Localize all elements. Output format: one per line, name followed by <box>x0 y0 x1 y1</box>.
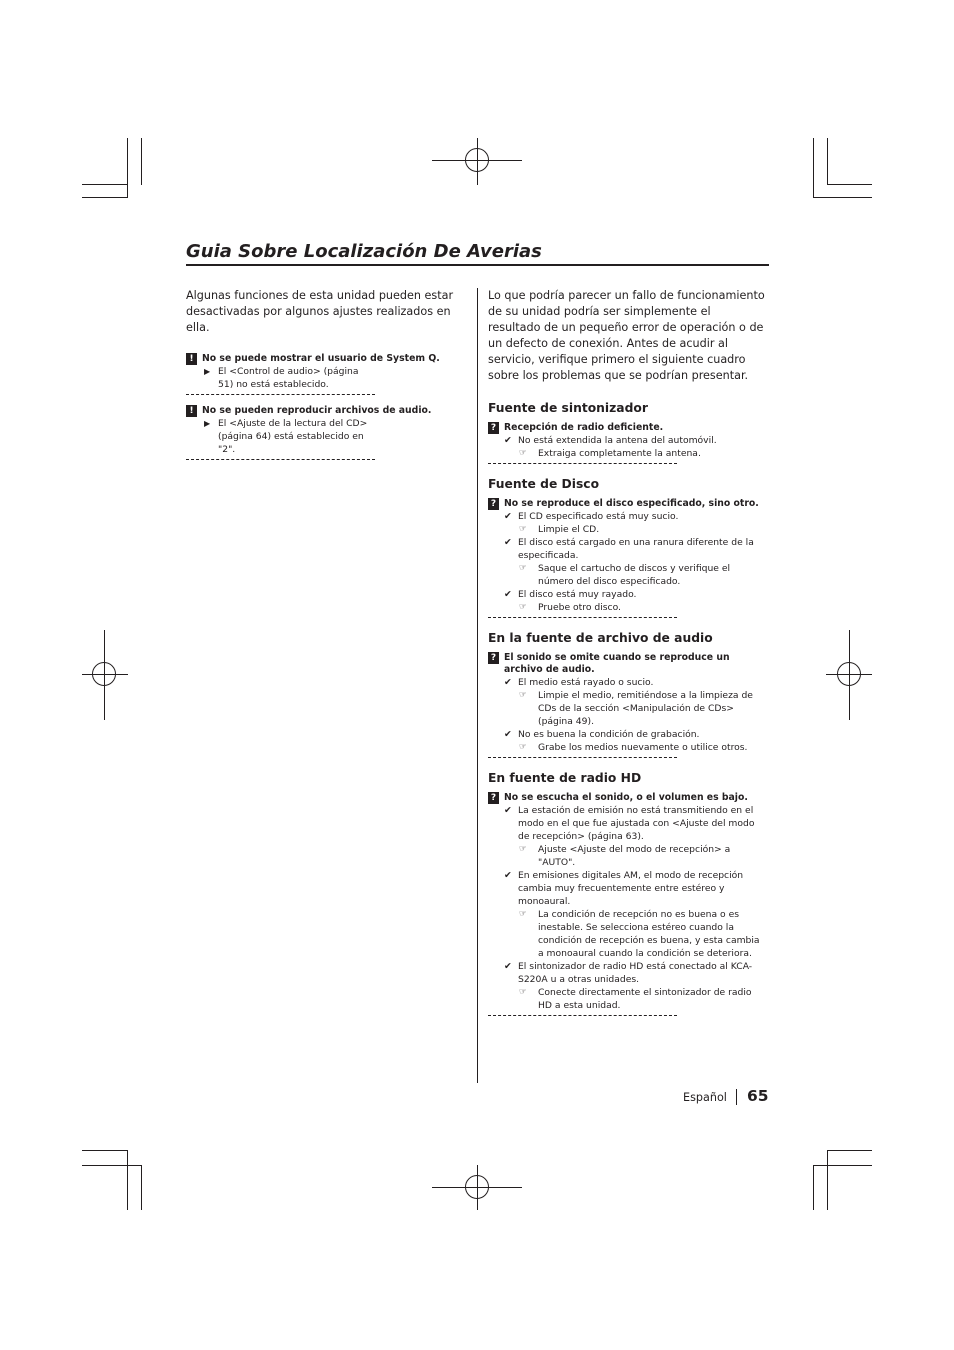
cause-item: ✔ No está extendida la antena del automóvil. <box>504 435 717 446</box>
cause-item: ✔ El medio está rayado o sucio. <box>504 677 654 688</box>
question-icon: ? <box>488 498 499 510</box>
note-block <box>186 353 440 395</box>
issue-title: El sonido se omite cuando se reproduce un archivo de audio. <box>504 652 730 675</box>
solution-item: ☞ Extraiga completamente la antena. <box>519 448 701 459</box>
right-intro: Lo que podría parecer un fallo de funcionamiento de su unidad podría ser simplemente el resultado de un pequeño error de operación o de un defecto de conexión. Antes de acudir al servicio, verifique primero el siguiente cuadro sobre los problemas que se podrían presentar. <box>488 289 765 382</box>
dashed-divider <box>488 757 677 758</box>
note-item: ▶ El <Control de audio> (página 51) no está establecido. <box>204 366 359 390</box>
section-title: En la fuente de archivo de audio <box>488 631 713 645</box>
cause-item: ✔ El sintonizador de radio HD está conectado al KCA-S220A u a otras unidades. <box>504 961 753 985</box>
check-icon: ✔ <box>504 961 512 972</box>
check-icon: ✔ <box>504 435 512 446</box>
section-disc <box>488 476 766 618</box>
dashed-divider <box>488 1015 677 1016</box>
question-icon: ? <box>488 652 499 664</box>
check-icon: ✔ <box>504 537 512 548</box>
dashed-divider <box>488 463 677 464</box>
note-block <box>186 405 432 460</box>
cause-item: ✔ No es buena la condición de grabación. <box>504 729 700 740</box>
check-icon: ✔ <box>504 870 512 881</box>
solution-item: ☞ Conecte directamente el sintonizador de radio HD a esta unidad. <box>519 987 752 1011</box>
question-icon: ? <box>488 422 499 434</box>
issue-title: No se reproduce el disco especificado, sino otro. <box>504 498 759 509</box>
section-title: Fuente de Disco <box>488 477 600 491</box>
issue-title: No se escucha el sonido, o el volumen es bajo. <box>504 792 748 803</box>
note-item: ▶ El <Ajuste de la lectura del CD> (página 64) está establecido en "2". <box>204 418 368 455</box>
dashed-divider <box>186 459 375 460</box>
section-title: Fuente de sintonizador <box>488 401 648 415</box>
note-title: No se pueden reproducir archivos de audio. <box>202 405 432 416</box>
check-icon: ✔ <box>504 729 512 740</box>
check-icon: ✔ <box>504 805 512 816</box>
left-column <box>186 288 466 460</box>
cause-item: ✔ La estación de emisión no está transmitiendo en el modo en el que fue ajustada con <Ajuste del modo de recepción> (página 63). <box>504 805 755 842</box>
page-number: 65 <box>747 1087 769 1105</box>
dashed-divider <box>186 394 375 395</box>
section-audio-file <box>488 630 766 758</box>
check-icon: ✔ <box>504 589 512 600</box>
solution-item: ☞ Ajuste <Ajuste del modo de recepción> a "AUTO". <box>519 844 731 868</box>
cause-item: ✔ El disco está muy rayado. <box>504 589 637 600</box>
solution-item: ☞ Saque el cartucho de discos y verifique el número del disco especificado. <box>519 563 731 587</box>
left-intro: Algunas funciones de esta unidad pueden estar desactivadas por algunos ajustes realizados en ella. <box>186 289 454 334</box>
section-tuner <box>488 400 766 464</box>
pointing-hand-icon: ☞ <box>519 690 527 700</box>
section-title: En fuente de radio HD <box>488 771 642 785</box>
pointing-hand-icon: ☞ <box>519 987 527 997</box>
pointing-hand-icon: ☞ <box>519 524 527 534</box>
pointing-hand-icon: ☞ <box>519 742 527 752</box>
pointing-hand-icon: ☞ <box>519 448 527 458</box>
solution-item: ☞ Limpie el CD. <box>519 524 600 535</box>
page-title: Guia Sobre Localización De Averias <box>186 241 542 262</box>
question-icon: ? <box>488 792 499 804</box>
check-icon: ✔ <box>504 677 512 688</box>
exclamation-icon: ! <box>186 405 197 417</box>
footer-separator <box>736 1089 737 1105</box>
cause-item: ✔ En emisiones digitales AM, el modo de recepción cambia muy frecuentemente entre estéreo y monoaural. <box>504 870 744 907</box>
pointing-hand-icon: ☞ <box>519 909 527 919</box>
cause-item: ✔ El disco está cargado en una ranura diferente de la especificada. <box>504 537 754 561</box>
column-divider <box>477 288 478 1083</box>
title-underline <box>186 264 769 266</box>
solution-item: ☞ Limpie el medio, remitiéndose a la limpieza de CDs de la sección <Manipulación de CDs> (página 49). <box>519 690 753 727</box>
exclamation-icon: ! <box>186 353 197 365</box>
dashed-divider <box>488 617 677 618</box>
arrow-icon: ▶ <box>204 419 211 428</box>
note-title: No se puede mostrar el usuario de System Q. <box>202 353 440 364</box>
solution-item: ☞ Pruebe otro disco. <box>519 602 621 613</box>
section-hd-radio <box>488 770 766 1016</box>
arrow-icon: ▶ <box>204 367 211 376</box>
solution-item: ☞ Grabe los medios nuevamente o utilice otros. <box>519 742 748 753</box>
footer-language: Español <box>683 1091 727 1104</box>
check-icon: ✔ <box>504 511 512 522</box>
cause-item: ✔ El CD especificado está muy sucio. <box>504 511 679 522</box>
right-column <box>488 288 766 1016</box>
solution-item: ☞ La condición de recepción no es buena o es inestable. Se selecciona estéreo cuando la condición de recepción es buena, y esta cambia a monoaural cuando la condición se deteriora. <box>519 909 760 959</box>
pointing-hand-icon: ☞ <box>519 563 527 573</box>
pointing-hand-icon: ☞ <box>519 844 527 854</box>
issue-title: Recepción de radio deficiente. <box>504 422 664 433</box>
pointing-hand-icon: ☞ <box>519 602 527 612</box>
